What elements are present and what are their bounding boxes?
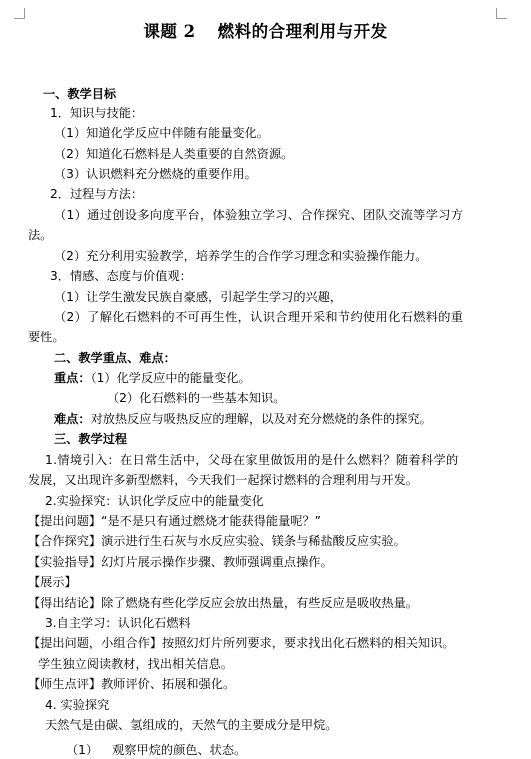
text-line: 要性。 — [28, 330, 65, 344]
text-line: 2.实验探究：认识化学反应中的能量变化 — [45, 494, 264, 508]
list-line — [66, 741, 246, 759]
text-line: 1.情境引入：在日常生活中，父母在家里做饭用的是什么燃料？随着科学的 — [45, 453, 459, 467]
text-line: （2）了解化石燃料的不可再生性，认识合理开采和节约使用化石燃料的重 — [54, 310, 464, 324]
text-line: 【展示】 — [28, 575, 77, 589]
text-line: 4. 实验探究 — [45, 698, 110, 712]
list-text: 观察甲烷的颜色、状态。 — [112, 743, 247, 757]
text-line: 【合作探究】演示进行生石灰与水反应实验、镁条与稀盐酸反应实验。 — [28, 534, 406, 548]
text-line: 【师生点评】教师评价、拓展和强化。 — [28, 677, 236, 691]
text-line: （1）知道化学反应中伴随有能量变化。 — [54, 126, 269, 140]
subheading-attitude: 3．情感、态度与价值观： — [50, 269, 192, 283]
text-line: （1）让学生激发民族自豪感，引起学生学习的兴趣， — [54, 290, 343, 304]
section-heading-process: 三、教学过程 — [54, 432, 128, 446]
text-line: 学生独立阅读教材，找出相关信息。 — [38, 657, 233, 671]
lesson-number: 课题 2 — [143, 22, 196, 41]
text-line: （3）认识燃料充分燃烧的重要作用。 — [54, 167, 257, 181]
lesson-topic: 燃料的合理利用与开发 — [217, 22, 388, 41]
subheading-process: 2．过程与方法： — [50, 187, 144, 201]
keypoint-line — [54, 369, 251, 387]
text-line: 【提出问题】“是不是只有通过燃烧才能获得能量呢？” — [28, 514, 321, 528]
difficulty-line — [54, 410, 432, 428]
list-number: （1） — [66, 743, 99, 757]
text-line: （1）通过创设多向度平台，体验独立学习、合作探究、团队交流等学习方 — [54, 208, 464, 222]
keypoint-label: 重点： — [54, 371, 91, 385]
text-line: 法。 — [28, 228, 53, 242]
text-line: （2）充分利用实验教学，培养学生的合作学习理念和实验操作能力。 — [54, 249, 428, 263]
subheading-knowledge: 1．知识与技能： — [50, 106, 144, 120]
text-line: 发展，又出现许多新型燃料，今天我们一起探讨燃料的合理利用与开发。 — [28, 473, 418, 487]
text-line: 【得出结论】除了燃烧有些化学反应会放出热量，有些反应是吸收热量。 — [28, 596, 418, 610]
page-title — [0, 18, 531, 42]
text-line: （2）化石燃料的一些基本知识。 — [107, 391, 286, 405]
text-line: （2）知道化石燃料是人类重要的自然资源。 — [54, 147, 294, 161]
text-line: 天然气是由碳、氢组成的，天然气的主要成分是甲烷。 — [45, 718, 338, 732]
text-line: 【实验指导】幻灯片展示操作步骤、教师强调重点操作。 — [28, 555, 333, 569]
text-line: 【提出问题，小组合作】按照幻灯片所列要求，要求找出化石燃料的相关知识。 — [28, 636, 455, 650]
text-line: 3.自主学习：认识化石燃料 — [45, 616, 191, 630]
section-heading-objectives: 一、教学目标 — [43, 87, 117, 101]
section-heading-keypoints: 二、教学重点、难点： — [54, 351, 176, 365]
difficulty-text: 对放热反应与吸热反应的理解，以及对充分燃烧的条件的探究。 — [90, 412, 432, 426]
difficulty-label: 难点： — [54, 412, 91, 426]
keypoint-text: （1）化学反应中的能量变化。 — [90, 371, 251, 385]
